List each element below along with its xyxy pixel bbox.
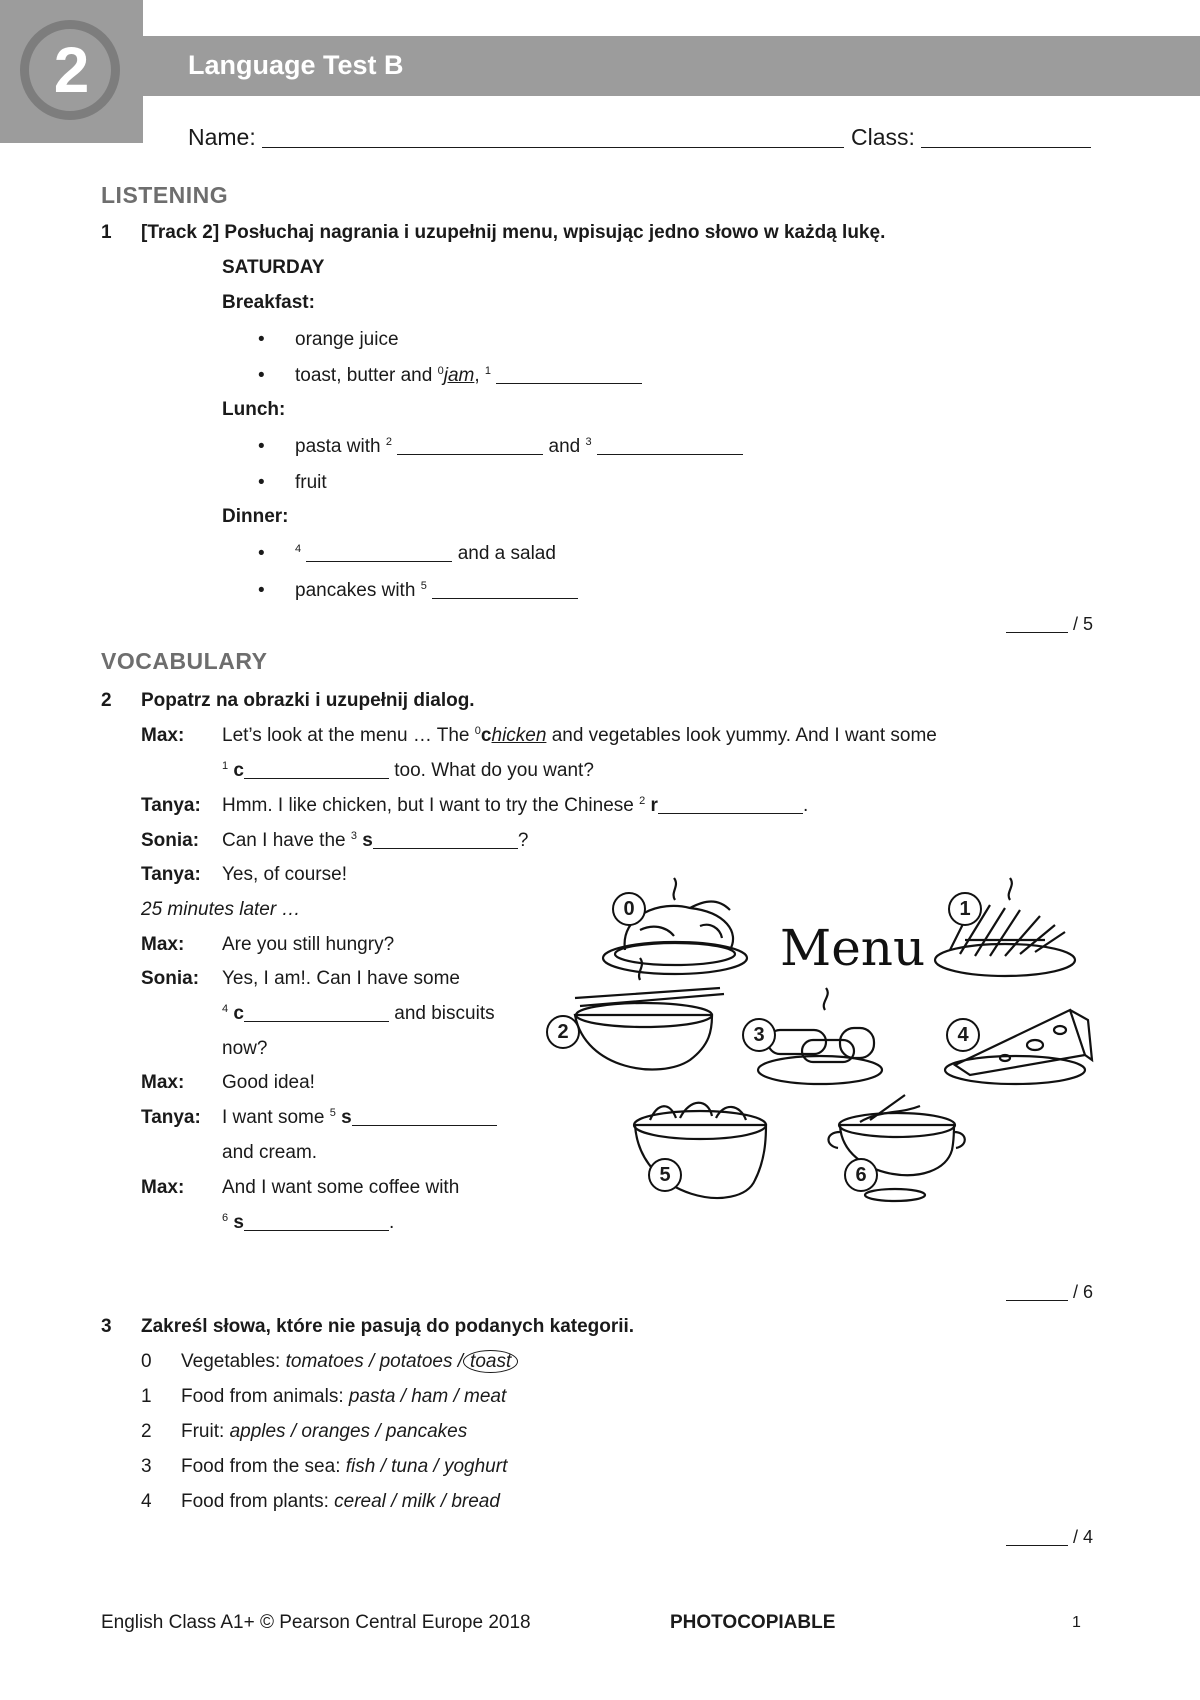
item-options[interactable]: fish / tuna / yoghurt (345, 1456, 508, 1477)
dialog-line-11: Good idea! (222, 1072, 315, 1093)
dialog-text: Can I have the (222, 830, 346, 851)
vocabulary-score (1006, 1282, 1093, 1303)
lunch-label: Lunch: (222, 399, 286, 420)
item-category: Fruit: (181, 1421, 225, 1442)
task3-item-2 (141, 1421, 467, 1443)
gap-first-letter: s (233, 1212, 244, 1233)
dinner-label: Dinner: (222, 506, 289, 527)
bullet: • (258, 365, 265, 386)
speaker-sonia: Sonia: (141, 968, 200, 989)
speaker-tanya: Tanya: (141, 864, 201, 885)
dialog-line-5: Yes, of course! (222, 864, 347, 885)
picture-number-5: 5 (648, 1158, 682, 1192)
gap-number: 3 (350, 830, 357, 842)
gap-first-letter: s (341, 1107, 352, 1128)
dinner-item-1-text: and a salad (457, 543, 556, 564)
item-number: 2 (141, 1421, 152, 1442)
item-number: 0 (141, 1351, 152, 1372)
gap-number: 5 (329, 1107, 336, 1119)
gap-2-number: 2 (385, 436, 392, 448)
dialog-line-12 (222, 1107, 497, 1129)
punctuation: ? (517, 830, 529, 851)
name-field (188, 124, 844, 151)
vocabulary-heading: VOCABULARY (101, 648, 268, 674)
gap-blank[interactable] (373, 830, 518, 849)
gap-number: 0 (474, 725, 481, 737)
dialog-line-4 (222, 830, 528, 852)
dinner-item-2-text: pancakes with (295, 580, 416, 601)
task2-instruction: Popatrz na obrazki i uzupełnij dialog. (141, 690, 475, 711)
dialog-text: and vegetables look yummy. And I want some (551, 725, 937, 746)
bullet: • (258, 472, 265, 493)
speaker-tanya: Tanya: (141, 1107, 201, 1128)
gap-blank[interactable] (244, 1212, 389, 1231)
item-number: 4 (141, 1491, 152, 1512)
gap-first-letter: c (480, 725, 492, 746)
menu-day: SATURDAY (222, 257, 325, 278)
gap-blank[interactable] (352, 1107, 497, 1126)
name-blank[interactable] (262, 129, 844, 148)
breakfast-label: Breakfast: (222, 292, 315, 313)
task3-score (1006, 1527, 1093, 1548)
task2-number: 2 (101, 690, 112, 711)
example-answer: hicken (491, 725, 547, 746)
dialog-text: too. What do you want? (394, 760, 594, 781)
gap-blank[interactable] (244, 760, 389, 779)
dialog-text: Let’s look at the menu … The (222, 725, 470, 746)
item-options[interactable]: apples / oranges / pancakes (229, 1421, 468, 1442)
dialog-line-8: Yes, I am!. Can I have some (222, 968, 460, 989)
task3-item-3 (141, 1456, 507, 1478)
class-blank[interactable] (921, 129, 1091, 148)
lunch-item-1-text: pasta with (295, 436, 381, 457)
score-total: / 6 (1073, 1282, 1094, 1302)
task3-item-1 (141, 1386, 506, 1408)
dialog-text: I want some (222, 1107, 325, 1128)
speaker-sonia: Sonia: (141, 830, 200, 851)
item-category: Food from animals: (181, 1386, 344, 1407)
gap-1-blank[interactable] (496, 365, 642, 384)
gap-number: 1 (222, 760, 229, 772)
task1-number: 1 (101, 222, 112, 243)
gap-5-number: 5 (420, 580, 427, 592)
punctuation: . (388, 1212, 395, 1233)
gap-5-blank[interactable] (432, 580, 578, 599)
class-field (851, 124, 1091, 151)
speaker-max: Max: (141, 934, 185, 955)
score-blank[interactable] (1006, 614, 1068, 633)
task3-instruction: Zakreśl słowa, które nie pasują do podanych kategorii. (141, 1316, 635, 1337)
circled-example: toast (463, 1350, 518, 1373)
dialog-line-2 (222, 760, 594, 782)
dialog-line-14: And I want some coffee with (222, 1177, 460, 1198)
gap-first-letter: c (233, 1003, 244, 1024)
picture-number-0: 0 (612, 892, 646, 926)
bullet: • (258, 543, 265, 564)
item-options[interactable]: pasta / ham / meat (348, 1386, 507, 1407)
gap-number: 6 (222, 1212, 229, 1224)
listening-score (1006, 614, 1093, 635)
item-options: tomatoes / potatoes / (285, 1351, 464, 1372)
picture-number-2: 2 (546, 1015, 580, 1049)
unit-number: 2 (53, 34, 90, 106)
punctuation: . (802, 795, 809, 816)
title-band (143, 36, 1200, 96)
dialog-line-13: and cream. (222, 1142, 318, 1163)
dialog-line-9 (222, 1003, 495, 1025)
score-blank[interactable] (1006, 1527, 1068, 1546)
page-number: 1 (1072, 1614, 1081, 1631)
bullet: • (258, 436, 265, 457)
breakfast-item-1: orange juice (295, 329, 399, 350)
item-number: 3 (141, 1456, 152, 1477)
task1-instruction: [Track 2] Posłuchaj nagrania i uzupełnij menu, wpisując jedno słowo w każdą lukę. (141, 222, 886, 243)
dialog-text: Hmm. I like chicken, but I want to try the Chinese (222, 795, 634, 816)
menu-illustration (540, 870, 1120, 1260)
example-answer: jam (443, 365, 475, 386)
gap-blank[interactable] (658, 795, 803, 814)
dialog-line-3 (222, 795, 808, 817)
picture-number-1: 1 (948, 892, 982, 926)
item-category: Vegetables: (181, 1351, 281, 1372)
lunch-item-2: fruit (295, 472, 327, 493)
gap-4-number: 4 (295, 543, 302, 555)
gap-first-letter: s (362, 830, 373, 851)
footer-photocopiable: PHOTOCOPIABLE (670, 1612, 836, 1633)
gap-blank[interactable] (244, 1003, 389, 1022)
gap-number: 4 (222, 1003, 229, 1015)
page-title: Language Test B (188, 50, 404, 80)
gap-3-blank[interactable] (597, 436, 743, 455)
food-drawings (540, 870, 1120, 1260)
picture-number-4: 4 (946, 1018, 980, 1052)
gap-1-number: 1 (484, 365, 492, 377)
dialog-text: and biscuits (394, 1003, 495, 1024)
unit-badge (0, 0, 143, 143)
example-number: 0 (437, 365, 444, 377)
gap-first-letter: r (650, 795, 658, 816)
menu-word: Menu (780, 919, 926, 977)
picture-number-3: 3 (742, 1018, 776, 1052)
breakfast-item-2-text: toast, butter and (295, 365, 433, 386)
item-category: Food from the sea: (181, 1456, 341, 1477)
gap-number: 2 (639, 795, 646, 807)
score-total: / 4 (1073, 1527, 1094, 1547)
lunch-item-1 (295, 436, 743, 458)
dinner-item-1 (295, 543, 556, 565)
dinner-item-2 (295, 580, 578, 602)
item-options[interactable]: cereal / milk / bread (334, 1491, 500, 1512)
bullet: • (258, 580, 265, 601)
listening-heading: LISTENING (101, 182, 229, 208)
and-word: and (548, 436, 581, 457)
speaker-max: Max: (141, 725, 185, 746)
gap-2-blank[interactable] (397, 436, 543, 455)
score-blank[interactable] (1006, 1282, 1068, 1301)
task3-number: 3 (101, 1316, 112, 1337)
dialog-line-10: now? (222, 1038, 268, 1059)
class-label: Class: (851, 124, 915, 150)
gap-4-blank[interactable] (306, 543, 452, 562)
gap-first-letter: c (233, 760, 244, 781)
gap-3-number: 3 (585, 436, 592, 448)
dialog-line-7: Are you still hungry? (222, 934, 395, 955)
speaker-max: Max: (141, 1072, 185, 1093)
task3-item-4 (141, 1491, 500, 1513)
picture-number-6: 6 (844, 1158, 878, 1192)
speaker-tanya: Tanya: (141, 795, 201, 816)
breakfast-item-2: toast, butter and $^0$jam, $^1$ (295, 365, 642, 387)
item-category: Food from plants: (181, 1491, 329, 1512)
speaker-max: Max: (141, 1177, 185, 1198)
item-number: 1 (141, 1386, 152, 1407)
dialog-line-1 (222, 725, 937, 747)
dialog-line-15 (222, 1212, 394, 1234)
bullet: • (258, 329, 265, 350)
time-note: 25 minutes later … (141, 899, 301, 920)
task3-item-0 (141, 1351, 518, 1373)
footer-copyright: English Class A1+ © Pearson Central Europe 2018 (101, 1612, 531, 1633)
score-total: / 5 (1073, 614, 1094, 634)
name-label: Name: (188, 124, 256, 150)
